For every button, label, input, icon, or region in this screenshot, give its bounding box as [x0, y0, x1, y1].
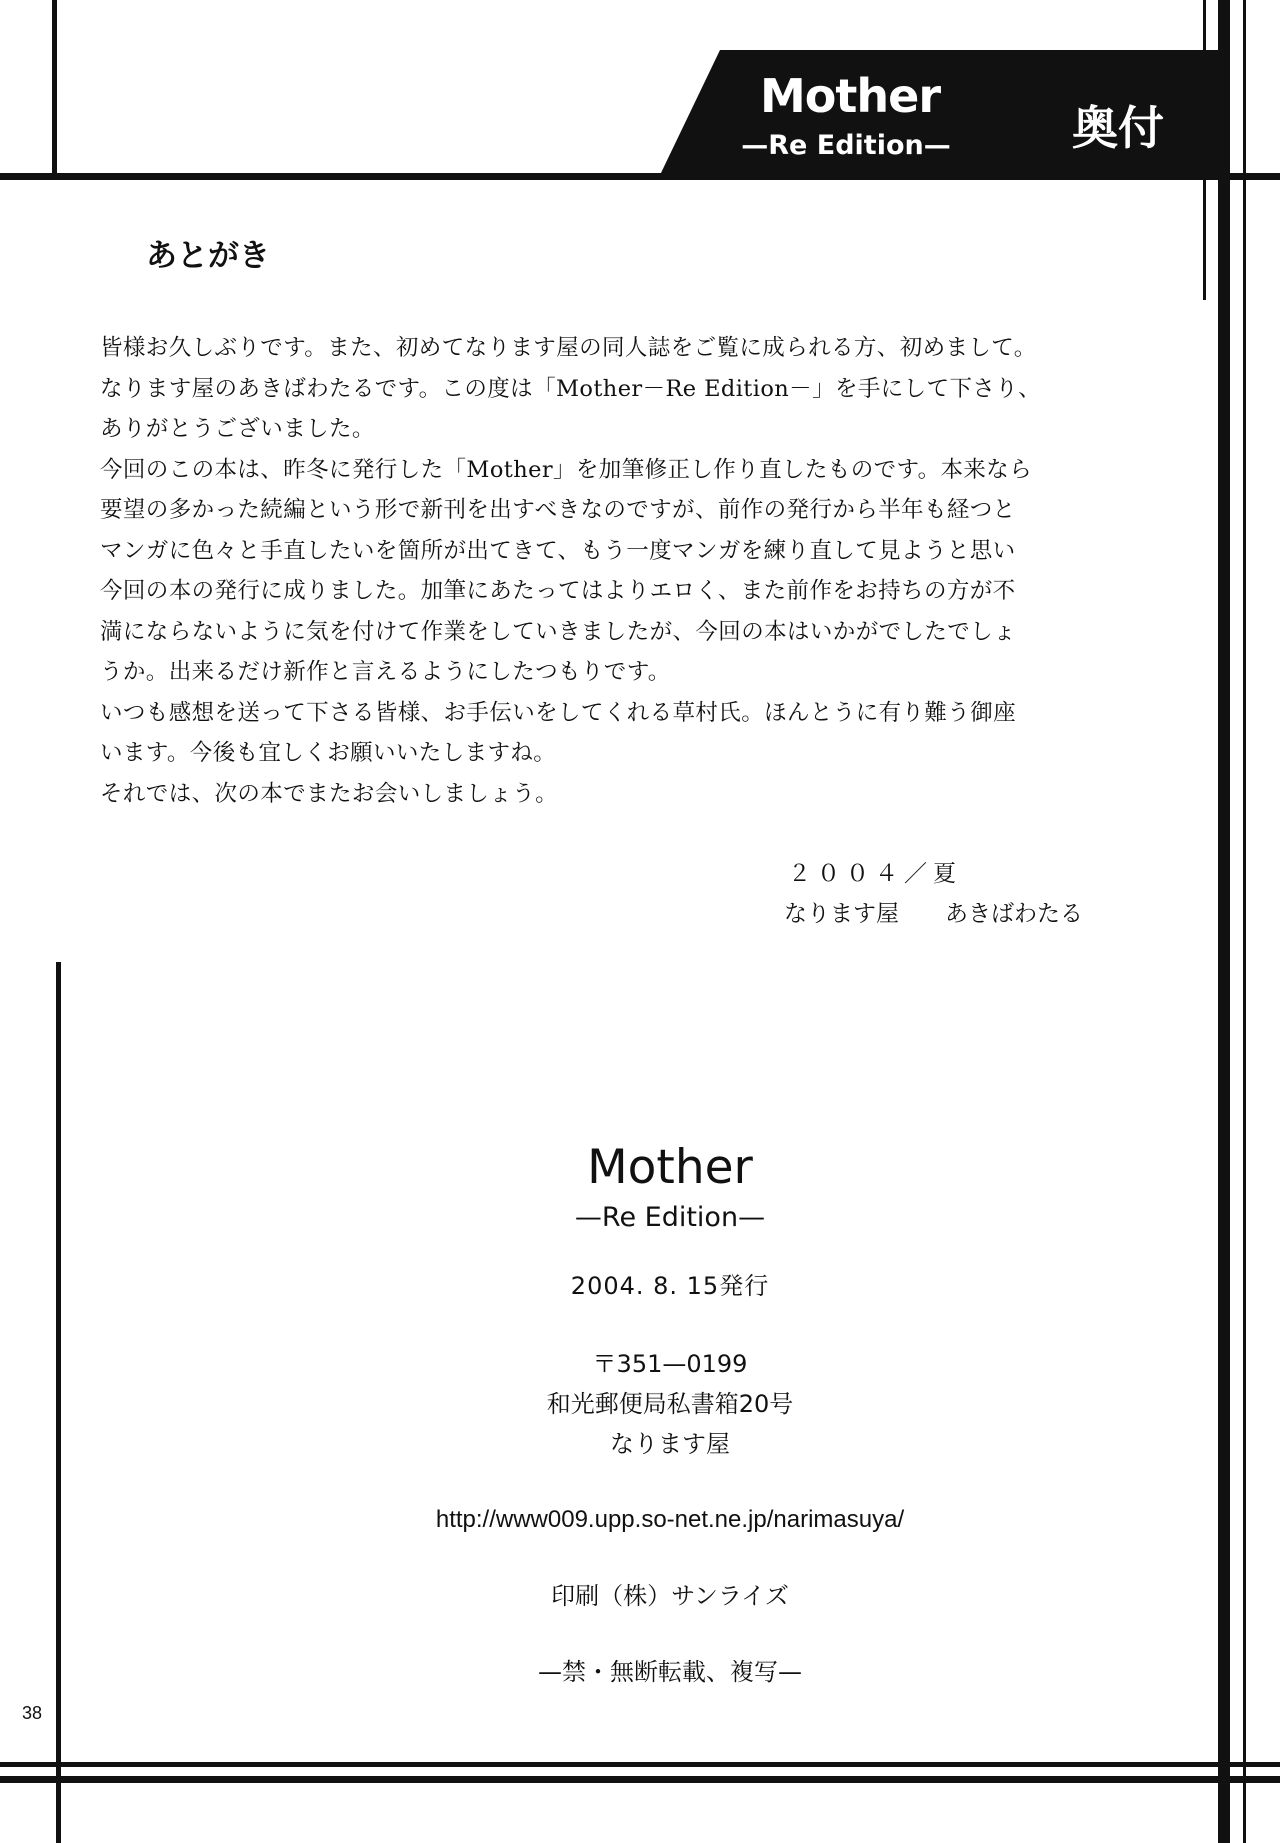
afterword-line: 今回の本の発行に成りました。加筆にあたってはよりエロく、また前作をお持ちの方が不	[100, 578, 1016, 604]
afterword-line: うか。出来るだけ新作と言えるようにしたつもりです。	[100, 659, 671, 685]
afterword-body	[100, 328, 1160, 814]
afterword-line: 要望の多かった続編という形で新刊を出すべきなのですが、前作の発行から半年も経つと	[100, 497, 1016, 523]
right-frame-outer	[1243, 0, 1246, 1843]
colophon-title: Mother	[587, 1140, 753, 1195]
colophon-printer: 印刷（株）サンライズ	[551, 1582, 789, 1610]
colophon-postal-code: 〒351—0199	[592, 1350, 748, 1378]
afterword-line: マンガに色々と手直したいを箇所が出てきて、もう一度マンガを練り直して見ようと思い	[100, 537, 1016, 564]
right-frame-thick	[1218, 0, 1230, 1843]
afterword-line: いつも感想を送って下さる皆様、お手伝いをしてくれる草村氏。ほんとうに有り難う御座	[100, 699, 1017, 726]
afterword-heading: あとがき	[146, 238, 270, 274]
bottom-rule-lower	[0, 1776, 1280, 1783]
signature-date: ２００４／夏	[788, 861, 962, 887]
left-frame-lower	[56, 962, 61, 1843]
page-number: 38	[22, 1703, 43, 1723]
afterword-line: ありがとうございました。	[100, 416, 375, 442]
signature-name: なります屋 あきばわたる	[784, 901, 1083, 927]
afterword-line: 皆様お久しぶりです。また、初めてなります屋の同人誌をご覧に成られる方、初めまして。	[100, 335, 1037, 361]
colophon-subtitle: —Re Edition—	[574, 1202, 766, 1233]
colophon-notice: —禁・無断転載、複写—	[538, 1658, 802, 1686]
colophon-issue-date: 2004. 8. 15発行	[570, 1272, 770, 1300]
colophon-address: 和光郵便局私書箱20号	[546, 1390, 794, 1418]
colophon-url: http://www009.upp.so-net.ne.jp/narimasuya/	[435, 1506, 905, 1533]
afterword-line: それでは、次の本でまたお会いしましょう。	[100, 780, 559, 807]
colophon-circle-name: なります屋	[610, 1430, 730, 1458]
header-section-label: 奥付	[1072, 101, 1164, 155]
left-frame-upper	[52, 0, 57, 175]
afterword-line: 満にならないように気を付けて作業をしていきましたが、今回の本はいかがでしたでしょ	[100, 618, 1017, 645]
header-subtitle: —Re Edition—	[741, 130, 951, 161]
header-title: Mother	[760, 69, 940, 123]
afterword-line: なります屋のあきばわたるです。この度は「Mother－Re Edition－」を手にして下さり、	[100, 375, 1042, 402]
afterword-line: います。今後も宜しくお願いいたしますね。	[100, 740, 557, 766]
bottom-rule-upper	[0, 1762, 1280, 1767]
afterword-line: 今回のこの本は、昨冬に発行した「Mother」を加筆修正し作り直したものです。本来なら	[100, 456, 1033, 483]
